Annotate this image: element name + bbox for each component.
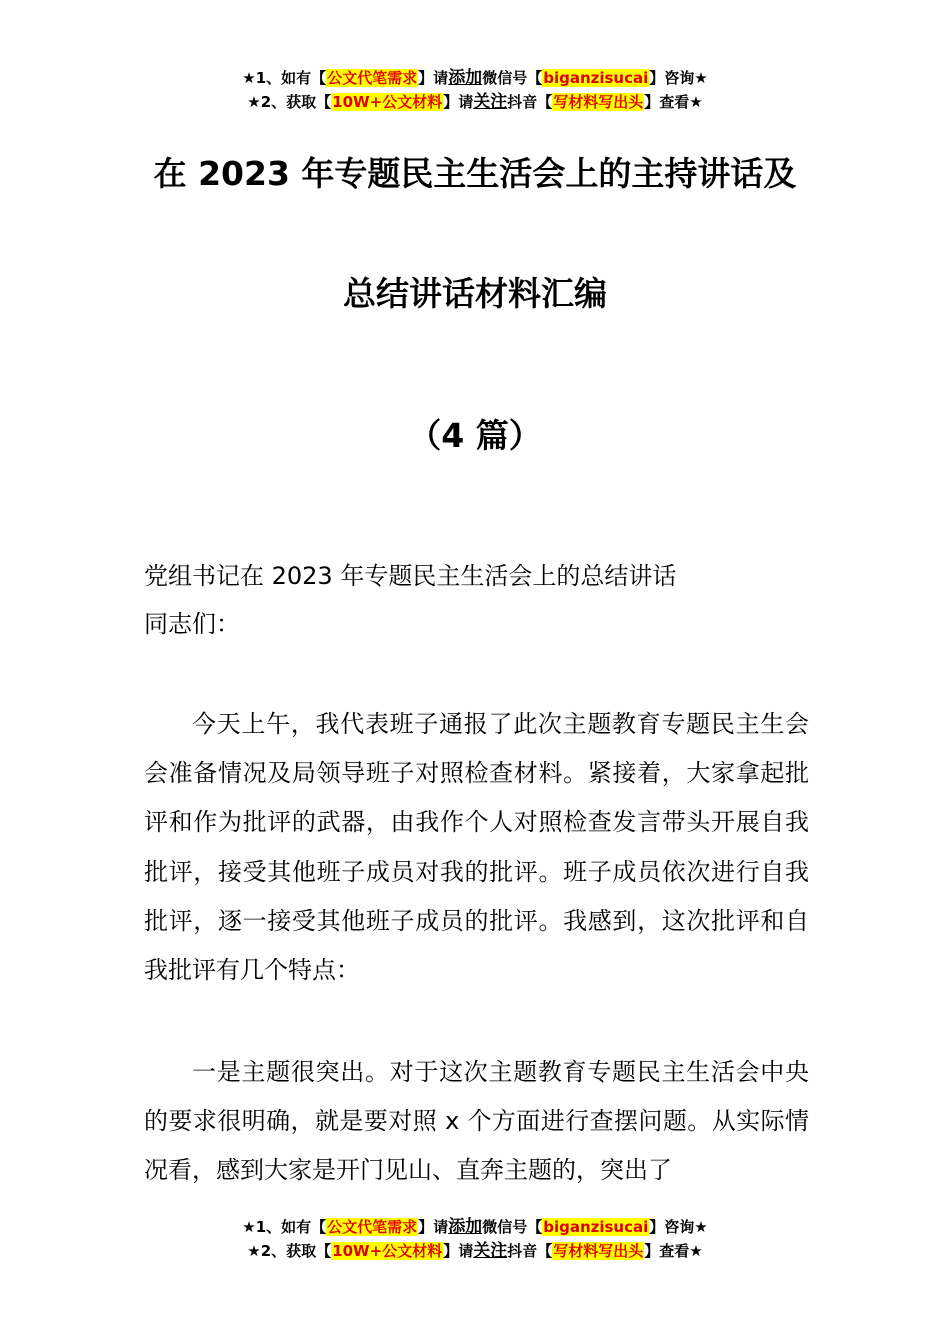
douyin-highlight: 写材料写出头 (553, 93, 644, 111)
document-title-line-2: 总结讲话材料汇编 (343, 274, 607, 313)
document-title-count: （4 篇） (408, 416, 542, 455)
banner-highlight: 公文代笔需求 (327, 1218, 418, 1236)
header-banner (0, 66, 950, 114)
banner-line-1: ★1、如有【公文代笔需求】请添加微信号【biganzisucai】咨询★ (242, 1217, 708, 1237)
banner-highlight: 公文代笔需求 (327, 69, 418, 87)
banner-line-1: ★1、如有【公文代笔需求】请添加微信号【biganzisucai】咨询★ (242, 68, 708, 88)
banner-highlight: 10W+公文材料 (332, 1242, 443, 1260)
banner-line-2: ★2、获取【10W+公文材料】请关注抖音【写材料写出头】查看★ (247, 92, 703, 112)
banner-line-2: ★2、获取【10W+公文材料】请关注抖音【写材料写出头】查看★ (247, 1241, 703, 1261)
salutation: 同志们： (144, 610, 240, 638)
wechat-id-highlight: biganzisucai (543, 1218, 649, 1236)
douyin-highlight: 写材料写出头 (553, 1242, 644, 1260)
body-paragraph-1: 今天上午，我代表班子通报了此次主题教育专题民主生会会准备情况及局领导班子对照检查材料。紧接着，大家拿起批评和作为批评的武器，由我作个人对照检查发言带头开展自我批评，接受其他班子成员对我的批评。班子成员依次进行自我批评，逐一接受其他班子成员的批评。我感到，这次批评和自我批评有几个特点： (144, 710, 809, 985)
footer-banner (0, 1215, 950, 1263)
section-heading: 党组书记在 2023 年专题民主生活会上的总结讲话 (144, 562, 677, 590)
wechat-id-highlight: biganzisucai (543, 69, 649, 87)
body-paragraph-2: 一是主题很突出。对于这次主题教育专题民主生活会中央的要求很明确，就是要对照 x 个方面进行查摆问题。从实际情况看，感到大家是开门见山、直奔主题的，突出了 (144, 1058, 809, 1185)
banner-highlight: 10W+公文材料 (332, 93, 443, 111)
document-title-line-1: 在 2023 年专题民主生活会上的主持讲话及 (153, 154, 797, 193)
